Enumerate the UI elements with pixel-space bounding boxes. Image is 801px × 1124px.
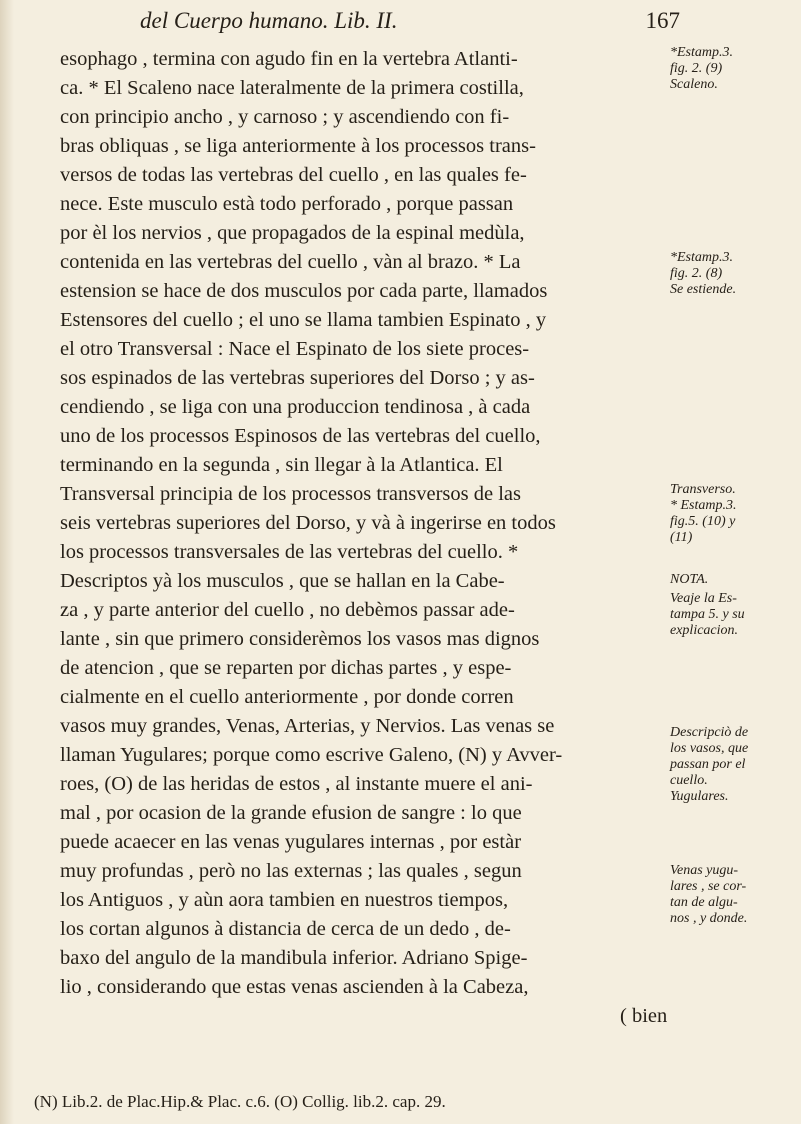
text-line: estension se hace de dos musculos por cada parte, llamados bbox=[60, 280, 548, 302]
margin-note-line: *Estamp.3. bbox=[670, 250, 733, 265]
text-line: los processos transversales de las vertebras del cuello. * bbox=[60, 541, 519, 563]
margin-note-line: explicacion. bbox=[670, 623, 739, 638]
margin-note-line: NOTA. bbox=[670, 572, 709, 587]
text-line: vasos muy grandes, Venas, Arterias, y Nervios. Las venas se bbox=[60, 715, 555, 737]
text-line: Transversal principia de los processos transversos de las bbox=[60, 483, 521, 505]
margin-note-line: fig.5. (10) y bbox=[670, 514, 736, 529]
text-line: esophago , termina con agudo fin en la vertebra Atlanti- bbox=[60, 48, 518, 70]
page-gutter-shadow bbox=[0, 0, 14, 1124]
text-line: terminando en la segunda , sin llegar à la Atlantica. El bbox=[60, 454, 503, 476]
text-line: sos espinados de las vertebras superiores del Dorso ; y as- bbox=[60, 367, 535, 389]
running-head-title: del Cuerpo humano. Lib. II. bbox=[140, 8, 398, 33]
margin-note-line: Descripciò de bbox=[670, 725, 749, 740]
text-line: muy profundas , però no las externas ; las quales , segun bbox=[60, 860, 522, 882]
margin-note-line: *Estamp.3. bbox=[670, 45, 733, 60]
text-line: Estensores del cuello ; el uno se llama tambien Espinato , y bbox=[60, 309, 547, 331]
text-line: los cortan algunos à distancia de cerca de un dedo , de- bbox=[60, 918, 511, 940]
text-line: el otro Transversal : Nace el Espinato de los siete proces- bbox=[60, 338, 530, 360]
text-line: llaman Yugulares; porque como escrive Galeno, (N) y Avver- bbox=[60, 744, 563, 766]
text-line: seis vertebras superiores del Dorso, y và à ingerirse en todos bbox=[60, 512, 556, 534]
text-line: los Antiguos , y aùn aora tambien en nuestros tiempos, bbox=[60, 889, 509, 911]
margin-note-line: (11) bbox=[670, 530, 693, 545]
page-number: 167 bbox=[645, 8, 680, 33]
running-head bbox=[140, 4, 680, 38]
footnote-references: (N) Lib.2. de Plac.Hip.& Plac. c.6. (O) Collig. lib.2. cap. 29. bbox=[34, 1092, 446, 1111]
margin-note-line: Se estiende. bbox=[670, 282, 737, 297]
margin-note-line: Yugulares. bbox=[670, 789, 729, 804]
margin-note-line: * Estamp.3. bbox=[670, 498, 737, 513]
text-line: de atencion , que se reparten por dichas partes , y espe- bbox=[60, 657, 512, 679]
text-line: puede acaecer en las venas yugulares internas , por estàr bbox=[60, 831, 522, 853]
margin-note-line: Venas yugu- bbox=[670, 863, 739, 878]
margin-note-line: fig. 2. (8) bbox=[670, 266, 723, 281]
margin-note-line: tan de algu- bbox=[670, 895, 738, 910]
text-line: por èl los nervios , que propagados de la espinal medùla, bbox=[60, 222, 525, 244]
text-line: contenida en las vertebras del cuello , vàn al brazo. * La bbox=[60, 251, 521, 273]
text-line: nece. Este musculo està todo perforado , porque passan bbox=[60, 193, 514, 215]
margin-note-line: Veaje la Es- bbox=[670, 591, 737, 606]
margin-note-line: nos , y donde. bbox=[670, 911, 748, 926]
text-line: cendiendo , se liga con una produccion tendinosa , à cada bbox=[60, 396, 531, 418]
text-line: Descriptos yà los musculos , que se hallan en la Cabe- bbox=[60, 570, 505, 592]
text-line: con principio ancho , y carnoso ; y ascendiendo con fi- bbox=[60, 106, 510, 128]
margin-note-line: Transverso. bbox=[670, 482, 736, 497]
text-line: bras obliquas , se liga anteriormente à los processos trans- bbox=[60, 135, 536, 157]
margin-note-line: cuello. bbox=[670, 773, 708, 788]
text-line: za , y parte anterior del cuello , no debèmos passar ade- bbox=[60, 599, 515, 621]
margin-note-line: Scaleno. bbox=[670, 77, 718, 92]
text-line: roes, (O) de las heridas de estos , al instante muere el ani- bbox=[60, 773, 533, 795]
catchword: ( bien bbox=[620, 1005, 668, 1027]
text-line: lante , sin que primero considerèmos los vasos mas dignos bbox=[60, 628, 540, 650]
text-line: uno de los processos Espinosos de las vertebras del cuello, bbox=[60, 425, 541, 447]
margin-note-line: passan por el bbox=[670, 757, 746, 772]
text-line: baxo del angulo de la mandibula inferior. Adriano Spige- bbox=[60, 947, 528, 969]
margin-note-line: lares , se cor- bbox=[670, 879, 747, 894]
margin-note-line: tampa 5. y su bbox=[670, 607, 745, 622]
margin-note-line: fig. 2. (9) bbox=[670, 61, 723, 76]
text-line: versos de todas las vertebras del cuello , en las quales fe- bbox=[60, 164, 527, 186]
text-line: cialmente en el cuello anteriormente , por donde corren bbox=[60, 686, 514, 708]
text-line: mal , por ocasion de la grande efusion de sangre : lo que bbox=[60, 802, 522, 824]
margin-note-line: los vasos, que bbox=[670, 741, 749, 756]
text-line: lio , considerando que estas venas ascienden à la Cabeza, bbox=[60, 976, 529, 998]
text-line: ca. * El Scaleno nace lateralmente de la primera costilla, bbox=[60, 77, 524, 99]
